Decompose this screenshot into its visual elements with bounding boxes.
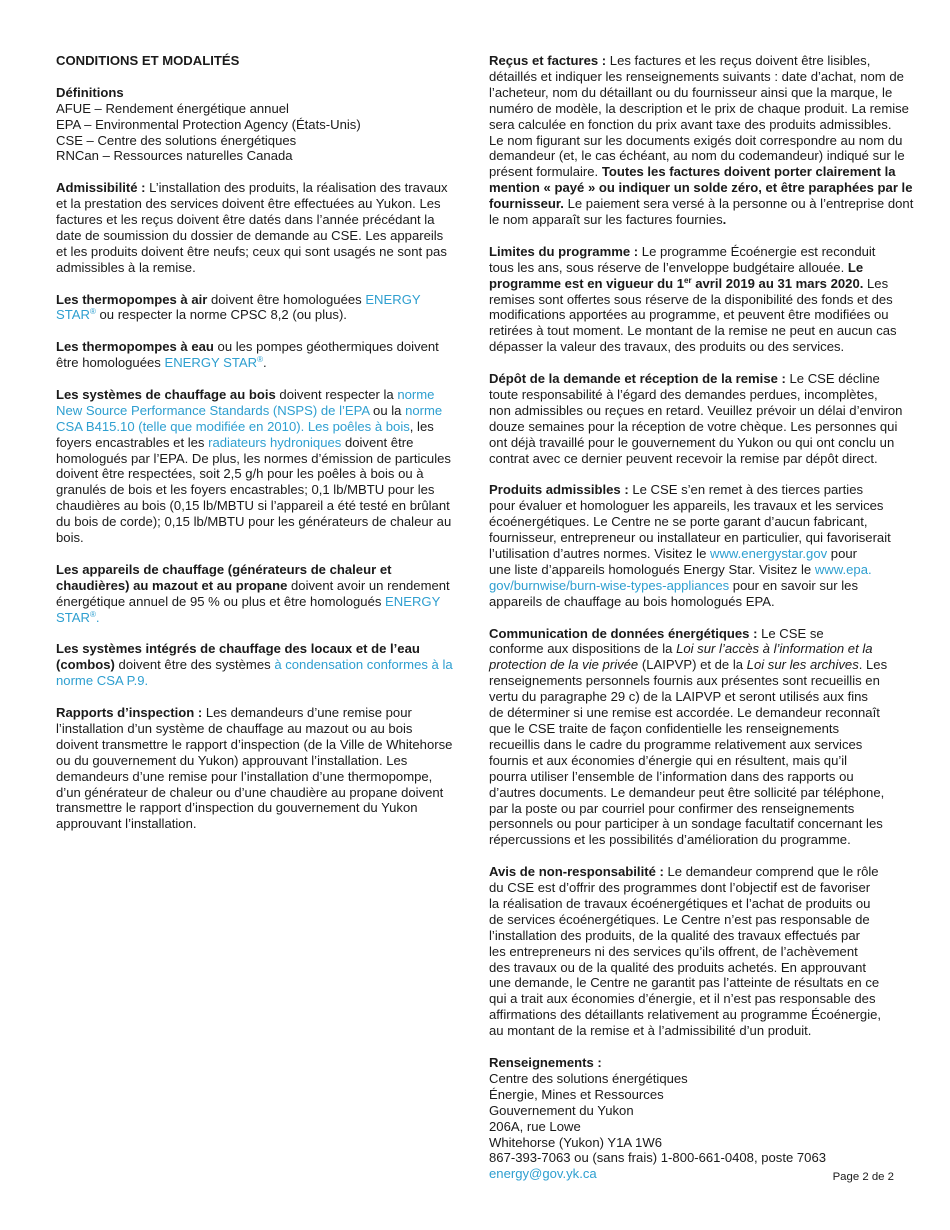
data-communication-paragraph: Communication de données énergétiques : Le CSE se conforme aux dispositions de la Loi sur l’accès à l’information et la protection de la vie privée (LAIPVP) et de la Loi sur les archives. Les renseignements personnels fournis aux présentes sont recueillis en vertu du paragraphe 29 c) de la LAIPVP et seront utilisés aux fins de déterminer si une remise est accordée. Le demandeur reconnaît que le CSE traite de façon confidentielle les renseignements recueillis dans le cadre du programme relativement aux services fournis et aux économies d’énergie qui en résultent, mais qu’il pourra utiliser l’ensemble de l’information dans des rapports ou d’autres documents. Le demandeur peut être sollicité par téléphone, par la poste ou par courriel pour confirmer des renseignements personnels ou pour participer à un sondage facultatif concernant les répercussions et les possibilités d’amélioration du programme. [489,625,888,848]
definitions-heading: Définitions [56,84,124,100]
definition-item: AFUE – Rendement énergétique annuel [56,100,289,116]
water-heat-pumps-paragraph: Les thermopompes à eau ou les pompes géothermiques doivent être homologuées ENERGY STAR®. [56,339,439,371]
definitions-section [56,85,462,165]
program-limits-paragraph: Limites du programme : Le programme Écoénergie est reconduit tous les ans, sous réserve de l’enveloppe budgétaire allouée. Le programme est en vigueur du 1er avril 2019 au 31 mars 2020. Les remises sont offertes sous réserve de la disponibilité des fonds et des modifications apportées au programme, et peuvent être modifiées ou retirées à tout moment. Le montant de la remise ne peut en aucun cas dépasser la valeur des travaux, des produits ou des services. [489,243,897,355]
combo-systems-paragraph: Les systèmes intégrés de chauffage des locaux et de l’eau (combos) doivent être des systèmes à condensation conformes à la norme CSA P.9. [56,641,453,689]
definition-item: EPA – Environmental Protection Agency (États-Unis) [56,116,361,132]
contact-line: 867-393-7063 ou (sans frais) 1-800-661-0408, poste 7063 [489,1150,827,1166]
nsps-standard-link[interactable]: New Source Performance Standards (NSPS) de l’EPA [56,402,370,418]
energy-star-link[interactable]: ENERGY STAR® [164,355,264,371]
contact-line: Whitehorse (Yukon) Y1A 1W6 [489,1134,662,1150]
wood-heating-paragraph: Les systèmes de chauffage au bois doivent respecter la norme New Source Performance Standards (NSPS) de l’EPA ou la norme CSA B415.10 (telle que modifiée en 2010). Les poêles à bois, les foyers encastrables et les radiateurs hydroniques doivent être homologués par l’EPA. De plus, les normes d’émission de particules doivent être respectées, soit 2,5 g/h pour les poêles à bois ou à granulés de bois et les foyers encastrables; 0,1 lb/MBTU pour les chaudières au bois (0,15 lb/MBTU si l’appareil a été testé en brûlant du bois de corde); 0,15 lb/MBTU pour les générateurs de chaleur au bois. [56,386,452,546]
epa-burnwise-link[interactable]: gov/burnwise/burn-wise-types-appliances [489,577,730,593]
disclaimer-paragraph: Avis de non-responsabilité : Le demandeur comprend que le rôle du CSE est d’offrir des programmes dont l’objectif est de favoriser la réalisation de travaux écoénergétiques et l’achat de produits ou de services écoénergétiques. Le Centre n’est pas responsable de l’installation des produits, de la qualité des travaux effectués par les entrepreneurs ni des services qu’ils offrent, de l’achèvement des travaux ou de la qualité des produits achetés. En approuvant une demande, le Centre ne garantit pas l’atteinte de résultats en ce qui a trait aux économies d’énergie, et il n’est pas responsable des affirmations des détaillants relativement au programme Écoénergie, au montant de la remise et à l’admissibilité d’un produit. [489,864,882,1039]
contact-paragraph [489,1055,897,1182]
eligibility-paragraph: Admissibilité : L’installation des produits, la réalisation des travaux et la prestation des services doivent être effectuées au Yukon. Les factures et les reçus doivent être datés dans l’année précédant la date de soumission du dossier de demande au CSE. Les appareils et les produits doivent être neufs; ceux qui sont usagés ne sont pas admissibles à la remise. [56,180,448,275]
energy-star-link[interactable]: ENERGY [385,593,441,609]
wood-stoves-link[interactable]: Les poêles à bois [307,418,410,434]
contact-line: 206A, rue Lowe [489,1118,581,1134]
contact-line: Énergie, Mines et Ressources [489,1086,664,1102]
receipts-paragraph: Reçus et factures : Les factures et les reçus doivent être lisibles, détaillés et indiquer les renseignements suivants : date d’achat, nom de l’acheteur, nom du détaillant ou du fournisseur ainsi que la marque, le numéro de modèle, la description et le prix de chaque produit. La remise sera calculée en fonction du prix avant taxe des produits admissibles. Le nom figurant sur les documents exigés doit correspondre au nom du demandeur (et, le cas échéant, au nom du codemandeur) indiqué sur le présent formulaire. Toutes les factures doivent porter clairement la mention « payé » ou indiquer un solde zéro, et être paraphées par le fournisseur. Le paiement sera versé à la personne ou à l’entreprise dont le nom apparaît sur les factures fournies. [489,53,914,228]
contact-email-link[interactable]: energy@gov.yk.ca [489,1166,597,1182]
section-title: CONDITIONS ET MODALITÉS [56,53,240,68]
energy-star-link[interactable]: STAR®. [56,609,100,625]
energy-star-link[interactable]: ENERGY [365,291,421,307]
submission-paragraph: Dépôt de la demande et réception de la remise : Le CSE décline toute responsabilité à l’égard des demandes perdues, incomplètes, non admissibles ou reçues en retard. Veuillez prévoir un délai d’environ douze semaines pour la réception de votre chèque. Les personnes qui ont déjà travaillé pour le gouvernement du Yukon ou qui ont conclu un contrat avec ce dernier peuvent recevoir la remise par dépôt direct. [489,371,903,466]
right-column [489,53,914,1198]
definition-item: RNCan – Ressources naturelles Canada [56,148,293,164]
contact-line: Centre des solutions énergétiques [489,1070,688,1086]
hydronic-heaters-link[interactable]: radiateurs hydroniques [208,434,342,450]
eligible-products-paragraph: Produits admissibles : Le CSE s’en remet à des tierces parties pour évaluer et homologuer les appareils, les travaux et les services écoénergétiques. Le Centre ne se porte garant d’aucun fabricant, fournisseur, entrepreneur ou installateur en particulier, qui favoriserait l’utilisation d’autres normes. Visitez le www.energystar.gov pour une liste d’appareils homologués Energy Star. Visitez le www.epa. gov/burnwise/burn-wise-types-appliances pour en savoir sur les appareils de chauffage au bois homologués EPA. [489,482,891,609]
nsps-standard-link[interactable]: norme [397,386,435,402]
contact-label: Renseignements : [489,1055,602,1070]
csa-p9-link[interactable]: à condensation conformes à la [274,657,453,673]
oil-propane-paragraph: Les appareils de chauffage (générateurs de chaleur et chaudières) au mazout et au propane doivent avoir un rendement énergétique annuel de 95 % ou plus et être homologués ENERGY STAR®. [56,561,450,625]
air-heat-pumps-paragraph: Les thermopompes à air doivent être homologuées ENERGY STAR® ou respecter la norme CPSC 8,2 (ou plus). [56,291,421,323]
contact-line: Gouvernement du Yukon [489,1102,634,1118]
left-column [56,53,462,848]
page-number: Page 2 de 2 [832,1171,894,1183]
epa-burnwise-link[interactable]: www.epa. [814,561,872,577]
csa-b415-link[interactable]: CSA B415.10 (telle que modifiée en 2010). [56,418,305,434]
eligibility-label: Admissibilité : [56,180,146,196]
energystar-website-link[interactable]: www.energystar.gov [710,546,828,562]
energy-star-link[interactable]: STAR® [56,307,96,323]
csa-p9-link[interactable]: norme CSA P.9. [56,673,149,689]
definition-item: CSE – Centre des solutions énergétiques [56,132,297,148]
csa-b415-link[interactable]: norme [405,402,443,418]
inspection-paragraph: Rapports d’inspection : Les demandeurs d’une remise pour l’installation d’un système de chauffage au mazout ou au bois doivent transmettre le rapport d’inspection (de la Ville de Whitehorse ou du gouvernement du Yukon) approuvant l’installation. Les demandeurs d’une remise pour l’installation d’une thermopompe, d’un générateur de chaleur ou d’une chaudière au propane doivent transmettre le rapport d’inspection du gouvernement du Yukon approuvant l’installation. [56,705,453,832]
